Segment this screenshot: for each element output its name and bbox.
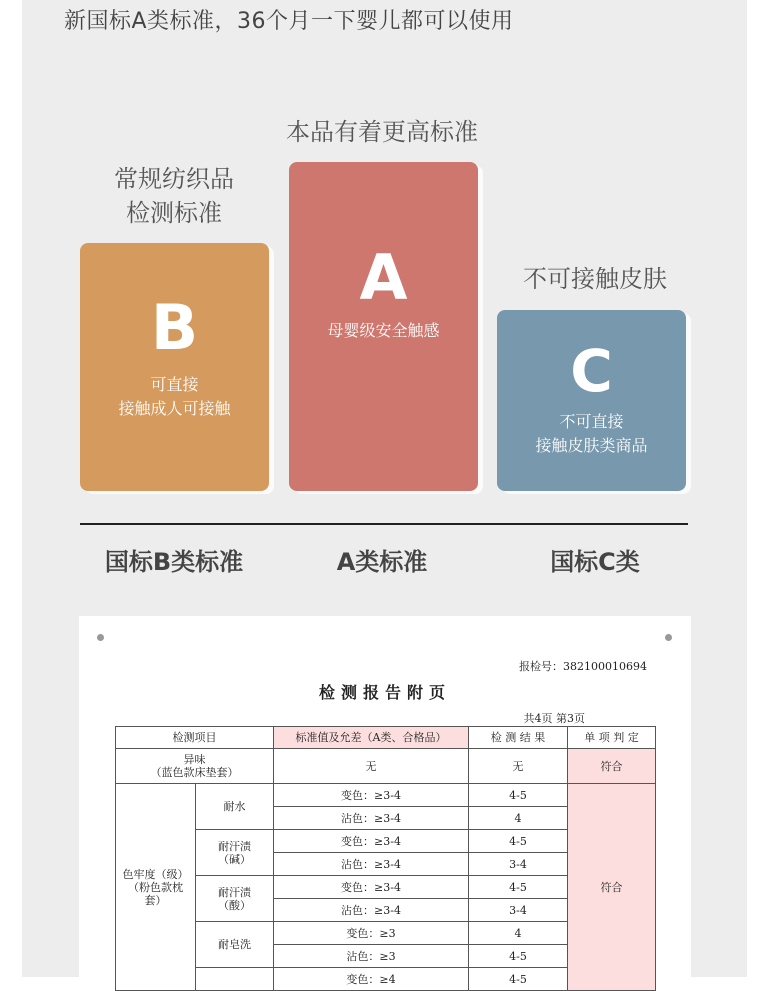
standard-cell: 变色：≥4 — [274, 968, 469, 991]
report-number: 报检号：382100010694 — [519, 660, 647, 673]
result-cell: 3-4 — [469, 853, 568, 876]
grade-a-desc: 母婴级安全触感 — [327, 321, 440, 340]
b-header-line2: 检测标准 — [126, 199, 222, 227]
result-cell: 4-5 — [469, 784, 568, 807]
standard-cell: 沾色：≥3-4 — [274, 899, 469, 922]
divider-line — [80, 523, 688, 525]
group-name: 耐水 — [196, 784, 274, 830]
grade-b-letter: B — [150, 291, 199, 364]
grade-b-desc: 可直接 接触成人可接触 — [118, 375, 231, 418]
table-header-row — [116, 727, 656, 749]
result-cell: 4-5 — [469, 876, 568, 899]
category-a-label: A类标准 — [336, 548, 428, 576]
standard-cell: 变色：≥3-4 — [274, 784, 469, 807]
standard-cell: 沾色：≥3-4 — [274, 853, 469, 876]
b-header-line1: 常规纺织品 — [114, 165, 234, 193]
category-b-label: 国标B类标准 — [104, 548, 244, 576]
group-name: 耐皂洗 — [196, 922, 274, 968]
odor-standard: 无 — [274, 749, 469, 784]
header-standard: 标准值及允差（A类、合格品） — [274, 727, 469, 749]
grade-c-card — [497, 310, 686, 491]
group-name — [196, 968, 274, 991]
colorfast-item: 色牢度（级） （粉色款枕 套） — [116, 784, 196, 991]
grade-a-card — [289, 162, 478, 491]
header-item: 检测项目 — [116, 727, 274, 749]
header-result: 检 测 结 果 — [469, 727, 568, 749]
result-cell: 4 — [469, 922, 568, 945]
test-report-sheet — [79, 616, 691, 986]
result-cell: 4 — [469, 807, 568, 830]
odor-result: 无 — [469, 749, 568, 784]
intro-text: 新国标A类标准，36个月一下婴儿都可以使用 — [64, 9, 514, 34]
group-name: 耐汗渍 （酸） — [196, 876, 274, 922]
odor-item: 异味 （蓝色款床垫套） — [116, 749, 274, 784]
standard-cell: 沾色：≥3 — [274, 945, 469, 968]
report-pages: 共4页 第3页 — [523, 712, 585, 725]
report-table — [115, 726, 656, 991]
grade-b-card — [80, 243, 269, 491]
b-header — [74, 162, 274, 230]
standard-cell: 变色：≥3-4 — [274, 830, 469, 853]
header-verdict: 单 项 判 定 — [568, 727, 656, 749]
standard-cell: 变色：≥3 — [274, 922, 469, 945]
category-c-label: 国标C类 — [550, 548, 640, 576]
standard-cell: 变色：≥3-4 — [274, 876, 469, 899]
report-title: 检测报告附页 — [318, 683, 451, 702]
punch-hole-right — [665, 634, 672, 641]
table-row — [116, 784, 656, 807]
table-row — [116, 749, 656, 784]
grade-c-letter: C — [570, 337, 613, 405]
grade-a-letter: A — [359, 241, 408, 314]
a-header: 本品有着更高标准 — [286, 118, 478, 146]
result-cell: 4-5 — [469, 830, 568, 853]
colorfast-verdict: 符合 — [568, 784, 656, 991]
result-cell: 3-4 — [469, 899, 568, 922]
group-name: 耐汗渍 （碱） — [196, 830, 274, 876]
punch-hole-left — [97, 634, 104, 641]
result-cell: 4-5 — [469, 945, 568, 968]
grade-c-desc: 不可直接 接触皮肤类商品 — [535, 412, 648, 455]
odor-verdict: 符合 — [568, 749, 656, 784]
standard-cell: 沾色：≥3-4 — [274, 807, 469, 830]
c-header: 不可接触皮肤 — [523, 265, 667, 293]
result-cell: 4-5 — [469, 968, 568, 991]
